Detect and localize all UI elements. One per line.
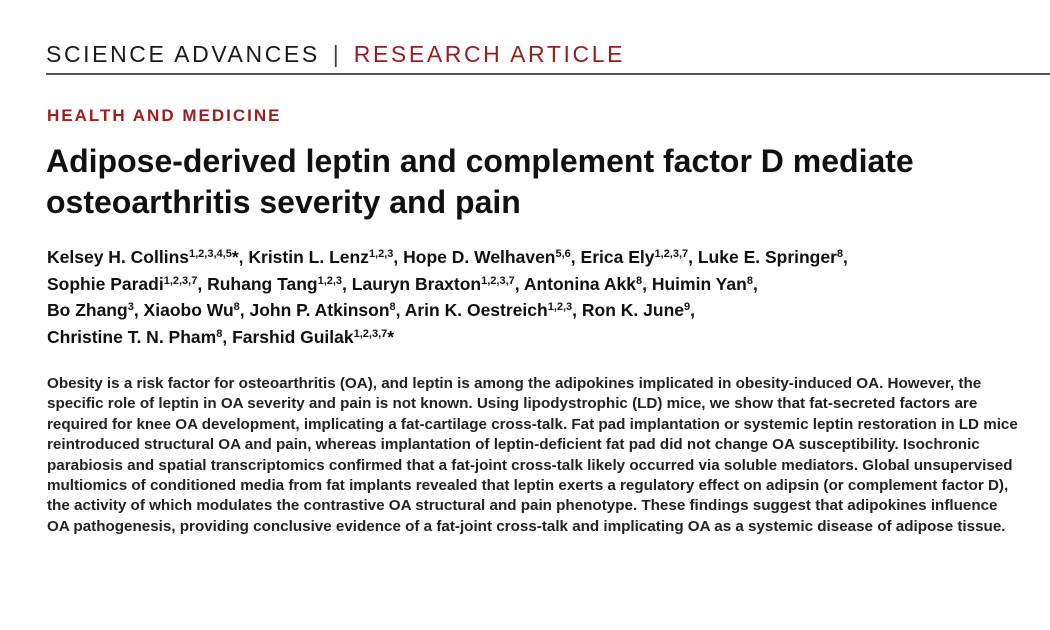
author-list: Kelsey H. Collins$^{1,2,3,4,5}$*, Kristin L. Lenz$^{1,2,3}$, Hope D. Welhaven$^{5,6}$, Erica Ely$^{1,2,3,7}$, Luke E. Springer$^8$, Sophie Paradi$^{1,2,3,7}$, Ruhang Tang$^{1,2,3}$, Lauryn Braxton$^{1,2,3,7}$, Antonina Akk$^8$, Huimin Yan$^8$, Bo Zhang$^3$, Xiaobo Wu$^8$, John P. Atkinson$^8$, Arin K. Oestreich$^{1,2,3}$, Ron K. June$^9$, Christine T. N. Pham$^8$, Farshid Guilak$^{1,2,3,7}$* <box>47 247 848 347</box>
header-separator: | <box>332 41 339 67</box>
author-affiliation: 8 <box>746 274 753 287</box>
author <box>232 327 394 347</box>
author <box>248 247 393 267</box>
author <box>47 327 222 347</box>
article-type: RESEARCH ARTICLE <box>353 41 626 67</box>
author-affiliation: 3 <box>127 301 134 313</box>
journal-name: SCIENCE ADVANCES <box>46 41 320 67</box>
author-name: Huimin Yan <box>651 273 747 294</box>
corresponding-author-mark: * <box>231 247 239 267</box>
author-affiliation: 1,2,3 <box>547 301 573 313</box>
author-name: Erica Ely <box>580 247 655 267</box>
author-name: Christine T. N. Pham <box>47 326 217 347</box>
author-name: Arin K. Oestreich <box>404 300 548 320</box>
author-affiliation: 5,6 <box>555 248 571 260</box>
author-name: Kelsey H. Collins <box>47 247 189 267</box>
author-affiliation: 1,2,3,7 <box>654 248 689 260</box>
author-name: Sophie Paradi <box>47 273 164 294</box>
author-name: Lauryn Braxton <box>351 273 482 294</box>
author <box>403 247 571 267</box>
author <box>524 274 642 294</box>
author-affiliation: 1,2,3,7 <box>353 327 388 340</box>
author <box>207 274 342 294</box>
author-name: Farshid Guilak <box>232 326 354 347</box>
author-name: Xiaobo Wu <box>143 300 234 320</box>
author-affiliation: 8 <box>216 327 223 340</box>
author-name: Luke E. Springer <box>697 247 837 267</box>
author-affiliation: 8 <box>389 301 396 313</box>
article-title: Adipose-derived leptin and complement factor D mediate osteoarthritis severity and pain <box>46 143 914 220</box>
author <box>250 300 396 320</box>
author <box>698 247 843 267</box>
author-name: Ruhang Tang <box>207 273 318 294</box>
author-affiliation: 8 <box>233 301 240 313</box>
author <box>47 274 197 294</box>
author-name: Kristin L. Lenz <box>248 247 369 267</box>
author-affiliation: 8 <box>836 248 844 260</box>
author-name: Hope D. Welhaven <box>403 247 556 267</box>
author-affiliation: 1,2,3,7 <box>481 274 515 287</box>
section-label: HEALTH AND MEDICINE <box>47 106 282 125</box>
author-affiliation: 9 <box>684 301 691 313</box>
author <box>652 274 753 294</box>
author <box>581 247 689 267</box>
author <box>352 274 515 294</box>
journal-header <box>46 40 1050 68</box>
author <box>47 300 134 320</box>
abstract: Obesity is a risk factor for osteoarthritis (OA), and leptin is among the adipokines implicated in obesity-induced OA. However, the specific role of leptin in OA severity and pain is not known. Using lipodystrophic (LD) mice, we show that fat-secreted factors are required for knee OA development, implicating a fat-cartilage cross-talk. Fat pad implantation or systemic leptin restoration in LD mice reintroduced structural OA and pain, whereas implantation of leptin-deficient fat pad did not change OA susceptibility. Isochronic parabiosis and spatial transcriptomics confirmed that a fat-joint cross-talk likely occurred via soluble mediators. Global unsupervised multiomics of conditioned media from fat implants revealed that leptin exerts a regulatory effect on adipsin (or complement factor D), the activity of which modulates the contrastive OA structural and pain phenotype. These findings suggest that adipokines influence OA pathogenesis, providing conclusive evidence of a fat-joint cross-talk and implicating OA as a systemic disease of adipose tissue. <box>47 375 1018 535</box>
author-affiliation: 1,2,3,7 <box>163 274 198 287</box>
author-affiliation: 1,2,3 <box>317 274 343 287</box>
author-affiliation: 8 <box>635 274 643 287</box>
author-name: John P. Atkinson <box>249 300 390 320</box>
author-affiliation: 1,2,3 <box>368 248 394 260</box>
header-rule <box>46 73 1050 75</box>
author <box>405 300 572 320</box>
author-name: Antonina Akk <box>523 273 636 294</box>
author <box>144 300 240 320</box>
author-name: Ron K. June <box>581 300 684 320</box>
author <box>582 300 690 320</box>
author <box>47 247 239 267</box>
corresponding-author-mark: * <box>387 326 395 347</box>
author-name: Bo Zhang <box>47 300 128 320</box>
author-affiliation: 1,2,3,4,5 <box>189 248 232 260</box>
